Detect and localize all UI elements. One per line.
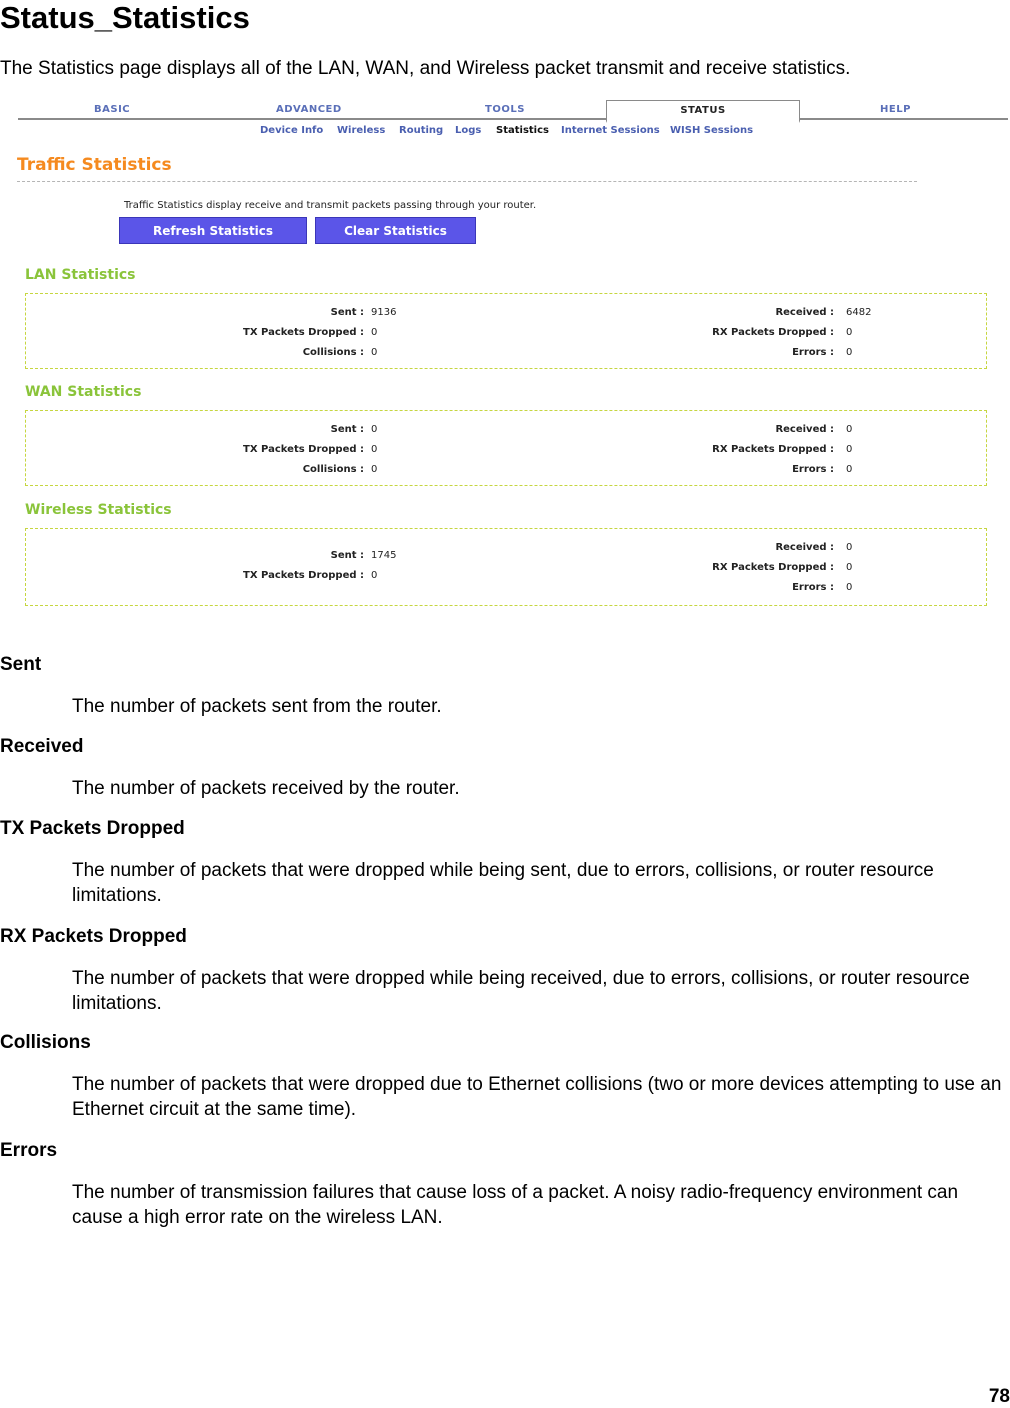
subtab-statistics[interactable]: Statistics <box>496 125 549 136</box>
router-screenshot <box>8 92 1008 622</box>
definition-term: Sent <box>0 654 42 675</box>
document-intro: The Statistics page displays all of the LAN, WAN, and Wireless packet transmit and receive statistics. <box>0 58 851 79</box>
wan-sent-value: 0 <box>371 424 378 435</box>
wireless-received-value: 0 <box>846 542 853 553</box>
tx-dropped-label: TX Packets Dropped : <box>243 444 364 455</box>
received-label: Received : <box>775 424 834 435</box>
errors-label: Errors : <box>792 347 834 358</box>
rx-dropped-label: RX Packets Dropped : <box>712 562 834 573</box>
wireless-statistics-panel <box>25 528 987 606</box>
lan-sent-value: 9136 <box>371 307 397 318</box>
sent-label: Sent : <box>330 550 364 561</box>
definition-term: Collisions <box>0 1032 91 1053</box>
definition-term: TX Packets Dropped <box>0 818 185 839</box>
definition-description: The number of packets received by the router. <box>72 778 460 799</box>
sent-label: Sent : <box>330 307 364 318</box>
collisions-label: Collisions : <box>302 347 364 358</box>
sub-tab-bar <box>8 125 1008 141</box>
wireless-rx-dropped-value: 0 <box>846 562 853 573</box>
tx-dropped-label: TX Packets Dropped : <box>243 570 364 581</box>
tab-bar-divider <box>18 118 1008 120</box>
wireless-statistics-heading: Wireless Statistics <box>25 502 172 518</box>
traffic-statistics-heading: Traffic Statistics <box>17 155 172 175</box>
definition-description: The number of packets sent from the router. <box>72 696 442 717</box>
document-title: Status_Statistics <box>0 0 250 35</box>
lan-received-value: 6482 <box>846 307 872 318</box>
received-label: Received : <box>775 307 834 318</box>
collisions-label: Collisions : <box>302 464 364 475</box>
errors-label: Errors : <box>792 464 834 475</box>
definition-term: Received <box>0 736 84 757</box>
definition-description: The number of packets that were dropped due to Ethernet collisions (two or more devices attempting to use an Ethernet circuit at the same time). <box>72 1074 1002 1120</box>
definition-description: The number of packets that were dropped while being sent, due to errors, collisions, or router resource limitations. <box>72 860 934 906</box>
subtab-logs[interactable]: Logs <box>455 125 482 136</box>
page-number: 78 <box>988 1386 1010 1407</box>
wan-received-value: 0 <box>846 424 853 435</box>
tab-status[interactable]: STATUS <box>606 100 800 123</box>
wireless-tx-dropped-value: 0 <box>371 570 378 581</box>
lan-statistics-panel <box>25 293 987 369</box>
subtab-wish-sessions[interactable]: WISH Sessions <box>670 125 754 136</box>
subtab-wireless[interactable]: Wireless <box>337 125 386 136</box>
heading-divider <box>17 181 917 182</box>
wan-tx-dropped-value: 0 <box>371 444 378 455</box>
clear-statistics-button[interactable]: Clear Statistics <box>315 217 476 244</box>
wireless-errors-value: 0 <box>846 582 853 593</box>
main-tab-bar <box>8 92 1008 120</box>
tx-dropped-label: TX Packets Dropped : <box>243 327 364 338</box>
traffic-description: Traffic Statistics display receive and transmit packets passing through your router. <box>124 200 537 211</box>
wan-rx-dropped-value: 0 <box>846 444 853 455</box>
tab-tools[interactable]: TOOLS <box>485 104 525 115</box>
wan-statistics-panel <box>25 410 987 486</box>
rx-dropped-label: RX Packets Dropped : <box>712 444 834 455</box>
lan-rx-dropped-value: 0 <box>846 327 853 338</box>
tab-advanced[interactable]: ADVANCED <box>276 104 342 115</box>
wireless-sent-value: 1745 <box>371 550 397 561</box>
errors-label: Errors : <box>792 582 834 593</box>
definition-term: Errors <box>0 1140 58 1161</box>
subtab-device-info[interactable]: Device Info <box>260 125 324 136</box>
lan-statistics-heading: LAN Statistics <box>25 267 136 283</box>
lan-errors-value: 0 <box>846 347 853 358</box>
wan-collisions-value: 0 <box>371 464 378 475</box>
wan-statistics-heading: WAN Statistics <box>25 384 142 400</box>
received-label: Received : <box>775 542 834 553</box>
definition-description: The number of packets that were dropped while being received, due to errors, collisions, or router resource limitations. <box>72 968 970 1014</box>
lan-collisions-value: 0 <box>371 347 378 358</box>
sent-label: Sent : <box>330 424 364 435</box>
tab-help[interactable]: HELP <box>880 104 911 115</box>
subtab-internet-sessions[interactable]: Internet Sessions <box>561 125 660 136</box>
definition-description: The number of transmission failures that cause loss of a packet. A noisy radio-frequency environment can cause a high error rate on the wireless LAN. <box>72 1182 959 1228</box>
lan-tx-dropped-value: 0 <box>371 327 378 338</box>
tab-basic[interactable]: BASIC <box>94 104 131 115</box>
definition-term: RX Packets Dropped <box>0 926 187 947</box>
subtab-routing[interactable]: Routing <box>399 125 444 136</box>
refresh-statistics-button[interactable]: Refresh Statistics <box>119 217 307 244</box>
rx-dropped-label: RX Packets Dropped : <box>712 327 834 338</box>
wan-errors-value: 0 <box>846 464 853 475</box>
